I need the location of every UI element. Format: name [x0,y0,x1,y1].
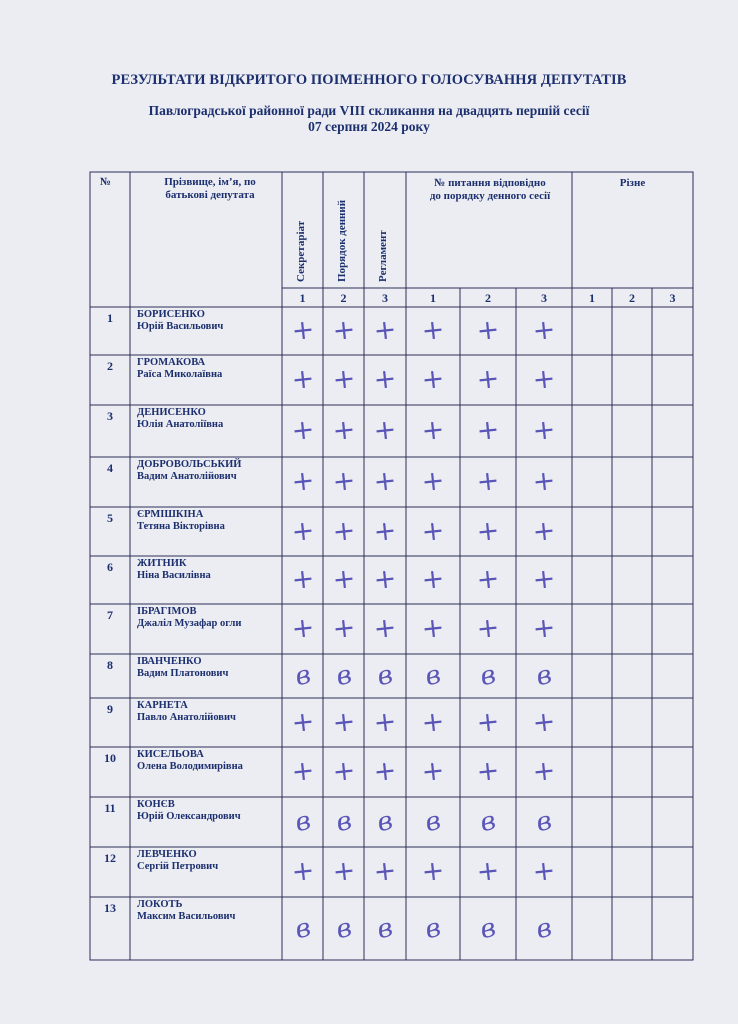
handwritten-vote-mark: в [477,659,499,693]
deputy-name [137,656,282,680]
handwritten-vote-mark: + [372,313,398,348]
deputy-given-names: Юлія Анатоліївна [137,419,224,430]
deputy-surname: КИСЕЛЬОВА [137,749,204,760]
sub-number-cell: 2 [485,291,491,305]
handwritten-vote-mark: + [420,754,446,789]
handwritten-vote-mark: + [531,562,557,597]
deputy-surname: ІБРАГІМОВ [137,606,197,617]
handwritten-vote-mark: + [420,464,446,499]
handwritten-vote-mark: + [289,514,316,548]
handwritten-vote-mark: + [372,514,398,548]
deputy-given-names: Ніна Василівна [137,570,211,581]
handwritten-vote-mark: + [289,313,316,348]
deputy-given-names: Юрій Олександрович [137,811,241,822]
handwritten-vote-mark: + [372,464,398,499]
deputy-surname: ЄРМІШКІНА [137,509,204,520]
handwritten-vote-mark: в [291,659,314,693]
handwritten-vote-mark: + [330,514,357,548]
handwritten-vote-mark: + [289,611,316,646]
handwritten-vote-mark: + [330,854,357,889]
handwritten-vote-mark: + [475,464,501,499]
sub-number-cell: 2 [340,291,347,305]
deputy-given-names: Максим Васильович [137,911,236,922]
subtitle-line1: Павлоградської районної ради VIII скликання на двадцять першій сесії [148,103,590,118]
handwritten-vote-mark: + [420,562,446,597]
handwritten-vote-mark: + [289,754,316,789]
deputy-name [137,606,282,630]
handwritten-vote-mark: в [332,805,355,839]
handwritten-vote-mark: в [477,805,499,839]
header-name-line1: Прізвище, ім’я, по [164,176,256,188]
deputy-given-names: Раїса Миколаївна [137,369,223,380]
handwritten-vote-mark: + [475,611,501,646]
handwritten-vote-mark: + [289,562,316,597]
handwritten-vote-mark: + [475,705,501,739]
handwritten-vote-mark: + [289,464,316,499]
handwritten-vote-mark: в [533,912,555,945]
handwritten-vote-mark: + [372,611,398,646]
deputy-surname: ДОБРОВОЛЬСЬКИЙ [137,459,242,470]
deputy-given-names: Павло Анатолійович [137,712,236,723]
deputy-surname: ЛОКОТЬ [137,899,183,910]
handwritten-vote-mark: в [374,912,396,945]
handwritten-vote-mark: + [372,413,398,448]
handwritten-vote-mark: + [420,705,446,739]
handwritten-vote-mark: + [420,854,446,889]
deputy-given-names: Олена Володимирівна [137,761,243,772]
header-agenda-items [410,177,570,203]
row-number: 11 [104,801,116,815]
handwritten-vote-mark: + [330,464,357,499]
document-title: РЕЗУЛЬТАТИ ВІДКРИТОГО ПОІМЕННОГО ГОЛОСУВАННЯ ДЕПУТАТІВ [111,72,627,88]
deputy-surname: ІВАНЧЕНКО [137,656,202,667]
deputy-surname: ГРОМАКОВА [137,357,206,368]
sub-number-cell: 1 [430,291,436,305]
deputy-surname: КАРНЕТА [137,700,188,711]
handwritten-vote-mark: + [420,611,446,646]
sub-number-cell: 3 [382,291,388,305]
handwritten-vote-mark: + [420,514,446,548]
header-name [140,176,280,202]
handwritten-vote-mark: + [330,562,357,597]
deputy-given-names: Тетяна Вікторівна [137,521,225,532]
deputy-surname: БОРИСЕНКО [137,309,205,320]
handwritten-vote-mark: в [332,912,355,945]
row-number: 7 [107,608,113,622]
sub-number-cell: 1 [299,291,306,305]
handwritten-vote-mark: в [422,659,444,693]
handwritten-vote-mark: + [330,611,357,646]
sub-number-cell: 3 [669,291,676,305]
header-regulation: Регламент [377,230,389,282]
handwritten-vote-mark: + [531,514,557,548]
header-misc: Різне [619,177,646,189]
handwritten-vote-mark: в [422,805,444,839]
header-items-line1: № питання відповідно [434,177,546,189]
header-name-line2: батькові депутата [165,189,255,201]
row-number: 10 [104,751,116,765]
deputy-name [137,700,282,724]
header-number: № [100,176,112,188]
handwritten-vote-mark: + [531,754,557,789]
deputy-name [137,899,282,923]
deputy-name [137,459,282,483]
row-number: 12 [104,851,116,865]
handwritten-vote-mark: + [475,362,501,397]
handwritten-vote-mark: + [330,754,357,789]
row-number: 13 [104,901,116,915]
handwritten-vote-mark: + [420,413,446,448]
deputy-name [137,309,282,333]
deputy-given-names: Вадим Платонович [137,668,229,679]
row-number: 6 [107,560,113,574]
handwritten-vote-mark: + [289,705,316,739]
deputy-name [137,558,282,582]
handwritten-vote-mark: в [332,659,355,693]
handwritten-vote-mark: + [330,705,357,739]
row-number: 1 [107,311,113,325]
sub-number-cell: 1 [589,291,595,305]
handwritten-vote-mark: в [422,912,444,945]
handwritten-vote-mark: в [291,912,314,945]
handwritten-vote-mark: + [372,362,398,397]
header-secretariat: Секретаріат [295,220,307,282]
row-number: 8 [107,658,113,672]
handwritten-vote-mark: в [533,805,555,839]
handwritten-vote-mark: + [531,464,557,499]
handwritten-vote-mark: + [372,562,398,597]
handwritten-vote-mark: + [420,362,446,397]
subtitle-line2: 07 серпня 2024 року [308,119,430,134]
row-number: 5 [107,511,113,525]
row-number: 3 [107,409,113,423]
handwritten-vote-mark: + [531,705,557,739]
deputy-surname: ЛЕВЧЕНКО [137,849,197,860]
deputy-name [137,509,282,533]
handwritten-vote-mark: в [477,912,499,945]
handwritten-vote-mark: в [374,659,396,693]
deputy-given-names: Вадим Анатолійович [137,471,237,482]
handwritten-vote-mark: + [531,313,557,348]
handwritten-vote-mark: + [372,854,398,889]
handwritten-vote-mark: в [533,659,555,693]
row-number: 2 [107,359,113,373]
handwritten-vote-mark: + [420,313,446,348]
deputy-surname: КОНЄВ [137,799,175,810]
handwritten-vote-mark: + [289,413,316,448]
handwritten-vote-mark: + [372,705,398,739]
sub-number-cell: 2 [629,291,635,305]
row-number: 4 [107,461,113,475]
deputy-surname: ЖИТНИК [137,558,187,569]
handwritten-vote-mark: + [531,611,557,646]
handwritten-vote-mark: + [531,854,557,889]
header-agenda: Порядок денний [336,199,348,282]
handwritten-vote-mark: + [372,754,398,789]
deputy-name [137,849,282,873]
handwritten-vote-mark: + [330,413,357,448]
deputy-given-names: Сергій Петрович [137,861,219,872]
handwritten-vote-mark: + [475,854,501,889]
sub-number-cell: 3 [541,291,547,305]
handwritten-vote-mark: + [289,362,316,397]
deputy-name [137,407,282,431]
deputy-name [137,799,282,823]
handwritten-vote-mark: + [330,362,357,397]
handwritten-vote-mark: + [475,413,501,448]
handwritten-vote-mark: + [475,754,501,789]
header-items-line2: до порядку денного сесії [429,190,551,202]
handwritten-vote-mark: в [374,805,396,839]
handwritten-vote-mark: + [475,313,501,348]
handwritten-vote-mark: + [475,562,501,597]
deputy-name [137,749,282,773]
row-number: 9 [107,702,113,716]
handwritten-vote-mark: + [475,514,501,548]
handwritten-vote-mark: + [531,362,557,397]
deputy-given-names: Джаліл Музафар огли [137,618,242,629]
handwritten-vote-mark: + [531,413,557,448]
deputy-surname: ДЕНИСЕНКО [137,407,206,418]
deputy-given-names: Юрій Васильович [137,321,224,332]
handwritten-vote-mark: в [291,805,314,839]
handwritten-vote-mark: + [330,313,357,348]
deputy-name [137,357,282,381]
handwritten-vote-mark: + [289,854,316,889]
